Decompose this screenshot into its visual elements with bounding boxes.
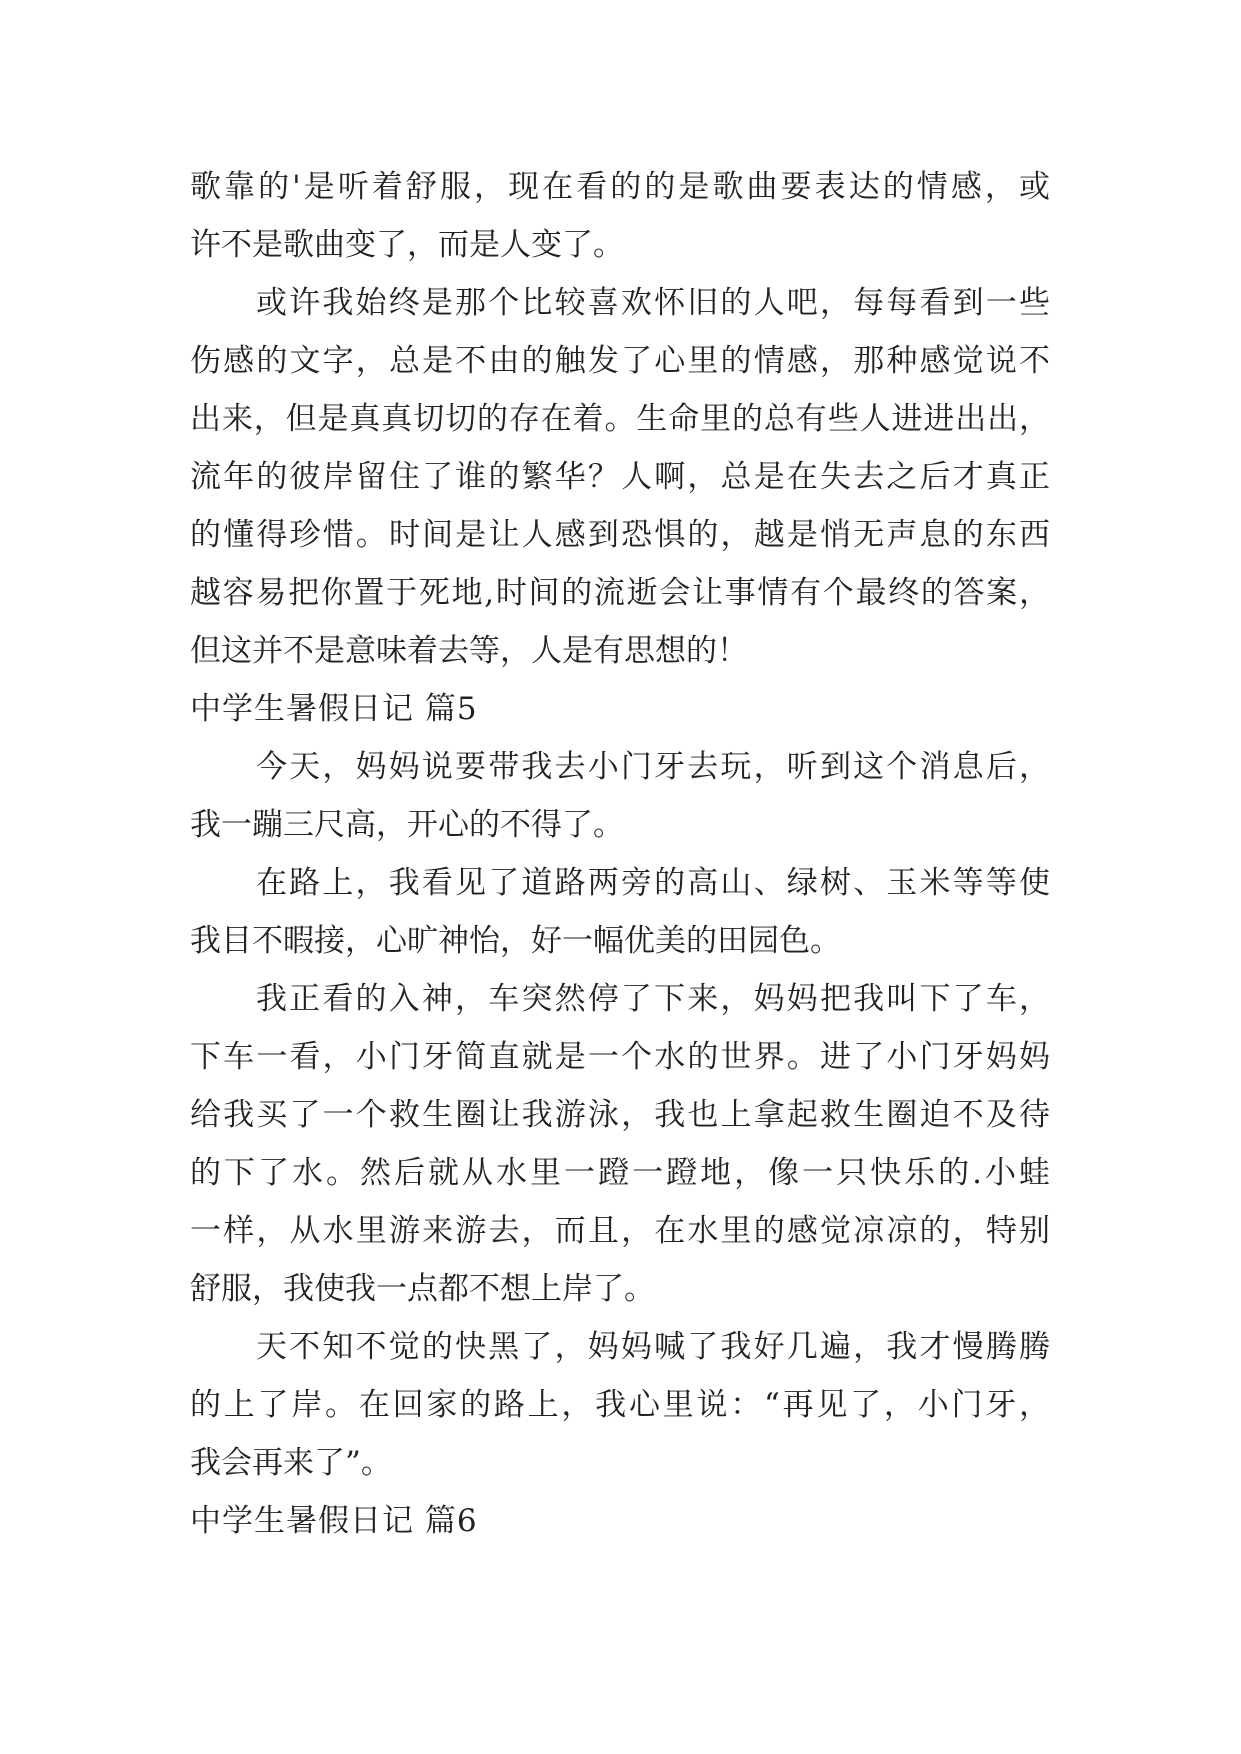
text-line: 给我买了一个救生圈让我游泳，我也上拿起救生圈迫不及待	[190, 1097, 1050, 1133]
text-line: 出来，但是真真切切的存在着。生命里的总有些人进进出出，	[190, 401, 1050, 437]
text-line: 越容易把你置于死地,时间的流逝会让事情有个最终的答案，	[190, 575, 1050, 611]
text-line: 伤感的文字，总是不由的触发了心里的情感，那种感觉说不	[190, 343, 1050, 379]
text-line: 下车一看，小门牙简直就是一个水的世界。进了小门牙妈妈	[190, 1039, 1050, 1075]
text-line: 天不知不觉的快黑了，妈妈喊了我好几遍，我才慢腾腾	[256, 1329, 1050, 1365]
section-heading: 中学生暑假日记 篇6	[190, 1503, 478, 1539]
text-line: 许不是歌曲变了，而是人变了。	[190, 227, 624, 263]
text-line: 或许我始终是那个比较喜欢怀旧的人吧，每每看到一些	[256, 285, 1050, 321]
text-line: 一样，从水里游来游去，而且，在水里的感觉凉凉的，特别	[190, 1213, 1050, 1249]
section-heading: 中学生暑假日记 篇5	[190, 691, 478, 727]
text-line: 今天，妈妈说要带我去小门牙去玩，听到这个消息后，	[256, 749, 1050, 785]
text-line: 我会再来了”。	[190, 1445, 392, 1481]
text-line: 的下了水。然后就从水里一蹬一蹬地，像一只快乐的.小蛙	[190, 1155, 1050, 1191]
text-line: 歌靠的'是听着舒服，现在看的的是歌曲要表达的情感，或	[190, 169, 1050, 205]
text-line: 流年的彼岸留住了谁的繁华？人啊，总是在失去之后才真正	[190, 459, 1050, 495]
text-line: 在路上，我看见了道路两旁的高山、绿树、玉米等等使	[256, 865, 1050, 901]
text-line: 的懂得珍惜。时间是让人感到恐惧的，越是悄无声息的东西	[190, 517, 1050, 553]
text-line: 但这并不是意味着去等，人是有思想的！	[190, 633, 748, 669]
text-line: 舒服，我使我一点都不想上岸了。	[190, 1271, 655, 1307]
text-line: 我目不暇接，心旷神怡，好一幅优美的田园色。	[190, 923, 841, 959]
text-line: 我一蹦三尺高，开心的不得了。	[190, 807, 624, 843]
text-line: 的上了岸。在回家的路上，我心里说：“再见了，小门牙，	[190, 1387, 1050, 1423]
text-line: 我正看的入神，车突然停了下来，妈妈把我叫下了车，	[256, 981, 1050, 1017]
document-body	[190, 158, 1050, 1550]
